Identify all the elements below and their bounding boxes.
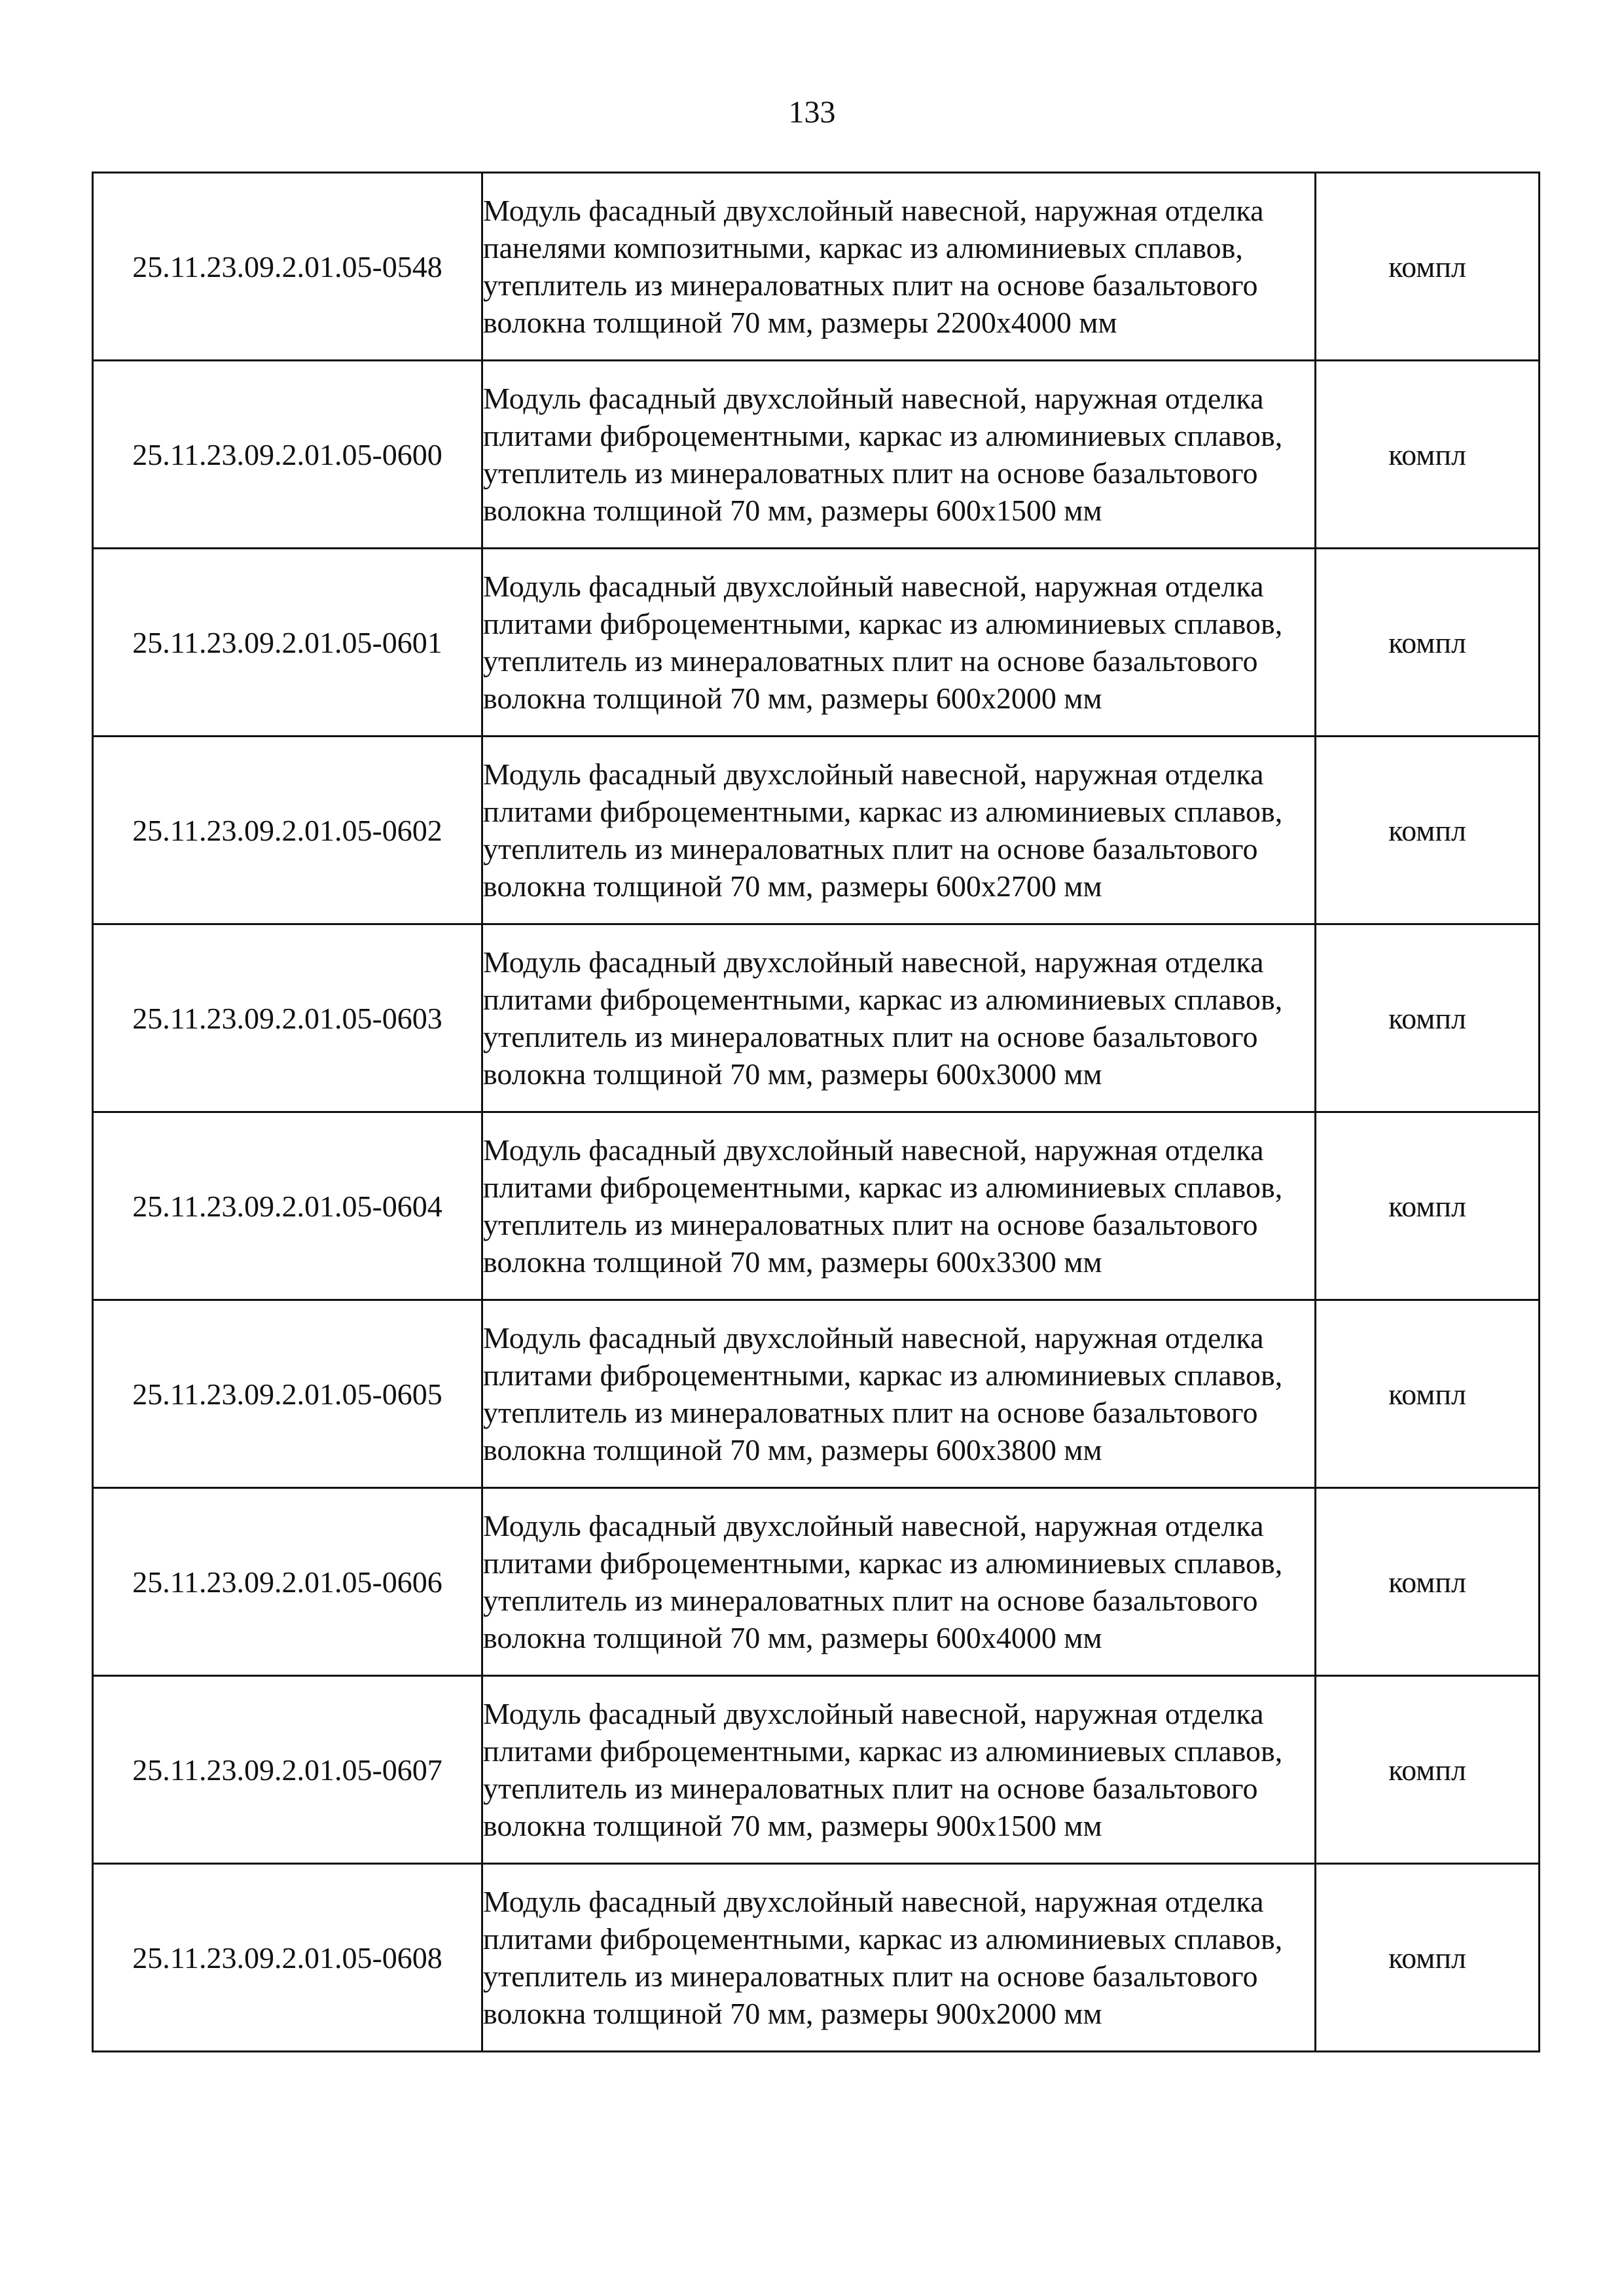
unit-cell: компл	[1316, 924, 1540, 1112]
description-cell	[482, 549, 1316, 737]
code-cell: 25.11.23.09.2.01.05-0606	[93, 1488, 482, 1676]
table-row	[93, 1112, 1540, 1300]
description-cell	[482, 361, 1316, 549]
unit-cell: компл	[1316, 1300, 1540, 1488]
description-text: Модуль фасадный двухслойный навесной, наружная отделка плитами фиброцементными, каркас из алюминиевых сплавов, утеплитель из минераловатных плит на основе базальтового волокна толщиной 70 мм, размеры 600х2000 мм	[483, 570, 1283, 715]
description-cell	[482, 1864, 1316, 2052]
description-text: Модуль фасадный двухслойный навесной, наружная отделка панелями композитными, каркас из алюминиевых сплавов, утеплитель из минераловатных плит на основе базальтового волокна толщиной 70 мм, размеры 2200х4000 мм	[483, 194, 1264, 339]
table-row	[93, 361, 1540, 549]
description-cell	[482, 173, 1316, 361]
description-cell	[482, 1676, 1316, 1864]
description-cell	[482, 924, 1316, 1112]
description-text: Модуль фасадный двухслойный навесной, наружная отделка плитами фиброцементными, каркас из алюминиевых сплавов, утеплитель из минераловатных плит на основе базальтового волокна толщиной 70 мм, размеры 600х3000 мм	[483, 945, 1283, 1091]
resource-table	[92, 172, 1540, 2052]
description-text: Модуль фасадный двухслойный навесной, наружная отделка плитами фиброцементными, каркас из алюминиевых сплавов, утеплитель из минераловатных плит на основе базальтового волокна толщиной 70 мм, размеры 900х1500 мм	[483, 1697, 1283, 1842]
table-row	[93, 1864, 1540, 2052]
code-cell: 25.11.23.09.2.01.05-0605	[93, 1300, 482, 1488]
code-cell: 25.11.23.09.2.01.05-0608	[93, 1864, 482, 2052]
table-row	[93, 737, 1540, 924]
table-row	[93, 173, 1540, 361]
description-text: Модуль фасадный двухслойный навесной, наружная отделка плитами фиброцементными, каркас из алюминиевых сплавов, утеплитель из минераловатных плит на основе базальтового волокна толщиной 70 мм, размеры 600х3800 мм	[483, 1321, 1283, 1467]
description-text: Модуль фасадный двухслойный навесной, наружная отделка плитами фиброцементными, каркас из алюминиевых сплавов, утеплитель из минераловатных плит на основе базальтового волокна толщиной 70 мм, размеры 900х2000 мм	[483, 1885, 1283, 2030]
description-text: Модуль фасадный двухслойный навесной, наружная отделка плитами фиброцементными, каркас из алюминиевых сплавов, утеплитель из минераловатных плит на основе базальтового волокна толщиной 70 мм, размеры 600х3300 мм	[483, 1133, 1283, 1279]
code-cell: 25.11.23.09.2.01.05-0607	[93, 1676, 482, 1864]
unit-cell: компл	[1316, 361, 1540, 549]
code-cell: 25.11.23.09.2.01.05-0600	[93, 361, 482, 549]
description-cell	[482, 737, 1316, 924]
unit-cell: компл	[1316, 549, 1540, 737]
code-cell: 25.11.23.09.2.01.05-0604	[93, 1112, 482, 1300]
unit-cell: компл	[1316, 173, 1540, 361]
table-row	[93, 549, 1540, 737]
description-cell	[482, 1112, 1316, 1300]
unit-cell: компл	[1316, 1864, 1540, 2052]
code-cell: 25.11.23.09.2.01.05-0548	[93, 173, 482, 361]
unit-cell: компл	[1316, 1676, 1540, 1864]
unit-cell: компл	[1316, 737, 1540, 924]
description-text: Модуль фасадный двухслойный навесной, наружная отделка плитами фиброцементными, каркас из алюминиевых сплавов, утеплитель из минераловатных плит на основе базальтового волокна толщиной 70 мм, размеры 600х2700 мм	[483, 757, 1283, 903]
description-cell	[482, 1300, 1316, 1488]
table-row	[93, 1300, 1540, 1488]
code-cell: 25.11.23.09.2.01.05-0601	[93, 549, 482, 737]
table-row	[93, 924, 1540, 1112]
code-cell: 25.11.23.09.2.01.05-0602	[93, 737, 482, 924]
unit-cell: компл	[1316, 1112, 1540, 1300]
description-text: Модуль фасадный двухслойный навесной, наружная отделка плитами фиброцементными, каркас из алюминиевых сплавов, утеплитель из минераловатных плит на основе базальтового волокна толщиной 70 мм, размеры 600х4000 мм	[483, 1509, 1283, 1654]
description-cell	[482, 1488, 1316, 1676]
description-text: Модуль фасадный двухслойный навесной, наружная отделка плитами фиброцементными, каркас из алюминиевых сплавов, утеплитель из минераловатных плит на основе базальтового волокна толщиной 70 мм, размеры 600х1500 мм	[483, 382, 1283, 527]
table-row	[93, 1488, 1540, 1676]
code-cell: 25.11.23.09.2.01.05-0603	[93, 924, 482, 1112]
page-number: 133	[788, 95, 836, 130]
table-row	[93, 1676, 1540, 1864]
unit-cell: компл	[1316, 1488, 1540, 1676]
